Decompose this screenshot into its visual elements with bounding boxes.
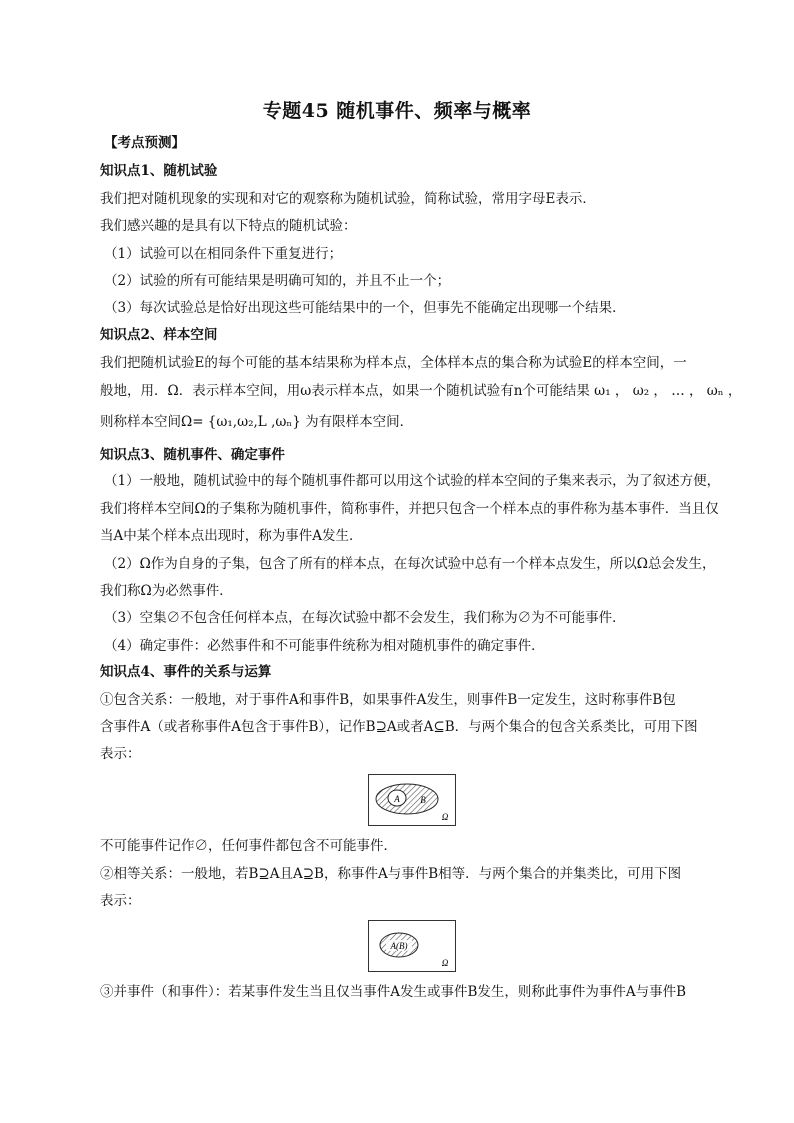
figure-equality [368, 920, 456, 972]
k3-line-3: 当A中某个样本点出现时，称为事件A发生． [100, 528, 363, 544]
section-label: 【考点预测】 [104, 135, 185, 151]
k4-line-6: 表示： [100, 893, 141, 909]
k2-line-3: 则称样本空间Ω= {ω₁,ω₂,L ,ωₙ} 为有限样本空间． [100, 414, 414, 430]
k2-line-1: 我们把随机试验E的每个可能的基本结果称为样本点，全体样本点的集合称为试验E的样本空间，一 [100, 355, 687, 371]
event-b-ellipse [376, 784, 438, 814]
label-a: A [394, 794, 400, 804]
heading-k3: 知识点3、随机事件、确定事件 [100, 447, 285, 463]
k3-line-6: （3）空集∅不包含任何样本点，在每次试验中都不会发生，我们称为∅为不可能事件． [104, 610, 626, 626]
k3-line-5: 我们称Ω为必然事件． [100, 583, 233, 599]
page-title: 专题45 随机事件、频率与概率 [262, 100, 532, 122]
k2-line-2: 般地，用．Ω．表示样本空间，用ω表示样本点，如果一个随机试验有n个可能结果 ω₁ ， ω₂ ， … ， ωₙ ， [100, 383, 742, 399]
inclusion-diagram [369, 775, 455, 825]
k1-paragraph-2: 我们感兴趣的是具有以下特点的随机试验： [100, 218, 357, 234]
k4-line-7: ③并事件（和事件）：若某事件发生当且仅当事件A发生或事件B发生，则称此事件为事件A与事件B [100, 984, 687, 1000]
heading-k1: 知识点1、随机试验 [100, 163, 218, 179]
label-b: B [420, 795, 426, 805]
label-ab: A(B) [390, 941, 408, 951]
k1-paragraph-1: 我们把对随机现象的实现和对它的观察称为随机试验，简称试验，常用字母E表示． [100, 191, 596, 207]
k4-line-3: 表示： [100, 746, 141, 762]
k4-line-2: 含事件A（或者称事件A包含于事件B），记作B⊇A或者A⊆B．与两个集合的包含关系类比，可用下图 [100, 719, 698, 735]
k4-line-1: ①包含关系：一般地，对于事件A和事件B，如果事件A发生，则事件B一定发生，这时称事件B包 [100, 692, 676, 708]
k1-item-2: （2）试验的所有可能结果是明确可知的，并且不止一个； [104, 273, 451, 289]
k4-line-4: 不可能事件记作∅，任何事件都包含不可能事件． [100, 838, 397, 854]
figure-inclusion [368, 774, 456, 826]
k3-line-4: （2）Ω作为自身的子集，包含了所有的样本点，在每次试验中总有一个样本点发生，所以Ω总会发生， [104, 556, 716, 572]
label-omega: Ω [441, 812, 449, 822]
k3-line-1: （1）一般地，随机试验中的每个随机事件都可以用这个试验的样本空间的子集来表示，为了叙述方便， [104, 473, 721, 489]
equality-diagram [369, 921, 455, 971]
k1-item-3: （3）每次试验总是恰好出现这些可能结果中的一个，但事先不能确定出现哪一个结果． [104, 300, 626, 316]
k3-line-7: （4）确定事件：必然事件和不可能事件统称为相对随机事件的确定事件． [104, 638, 545, 654]
label-omega-2: Ω [441, 958, 449, 968]
k3-line-2: 我们将样本空间Ω的子集称为随机事件，简称事件，并把只包含一个样本点的事件称为基本事件．当且仅 [100, 501, 719, 517]
k4-line-5: ②相等关系：一般地，若B⊇A且A⊇B，称事件A与事件B相等．与两个集合的并集类比，可用下图 [100, 866, 682, 882]
heading-k4: 知识点4、事件的关系与运算 [100, 664, 272, 680]
heading-k2: 知识点2、样本空间 [100, 327, 218, 343]
k1-item-1: （1）试验可以在相同条件下重复进行； [104, 246, 343, 262]
